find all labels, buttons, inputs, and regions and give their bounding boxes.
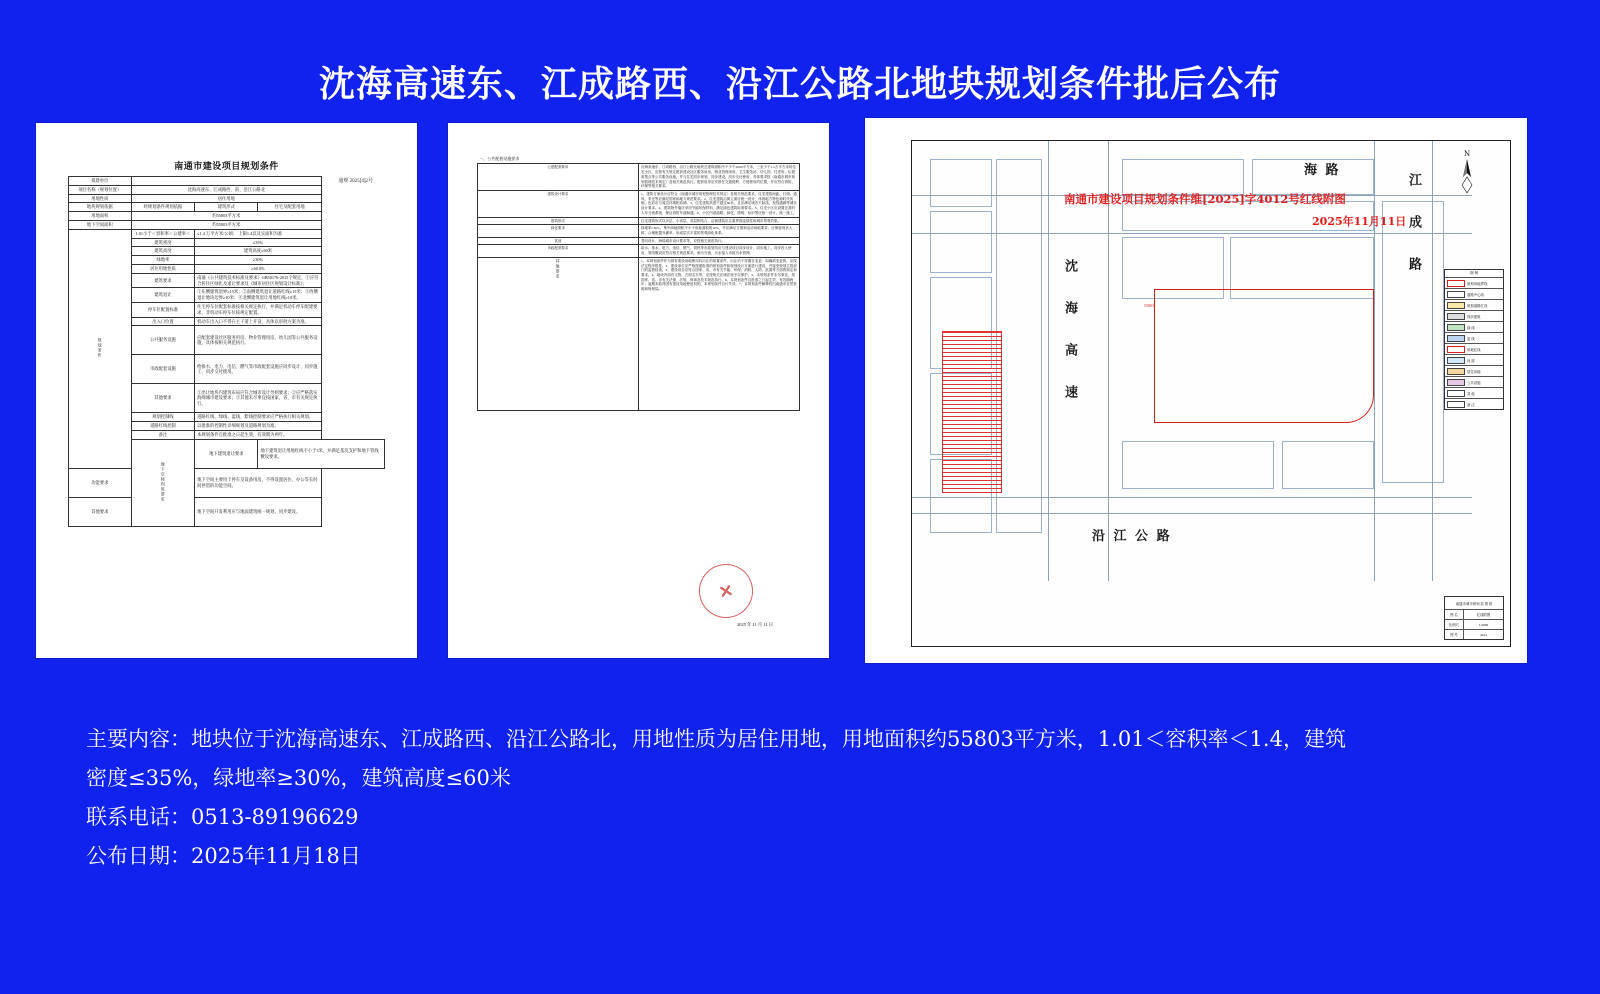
- section-label: 建筑要求: [131, 273, 194, 288]
- road-label-shenhai: 沈 海 高 速: [1062, 259, 1077, 405]
- section-text: 地下空间主要用于停车及设备用房，不得设置居住、办公等长时间停留的功能空间。: [195, 468, 322, 497]
- map-canvas: [912, 141, 1510, 646]
- map-block: [930, 159, 992, 207]
- row-value: 约55803平方米: [131, 212, 321, 221]
- titleblock-row: [1445, 630, 1503, 639]
- row-label: 地块规划依据: [68, 203, 131, 212]
- official-seal-icon: [694, 559, 758, 623]
- svg-text:N: N: [1463, 150, 1471, 158]
- map-block: [1282, 441, 1374, 489]
- document-supplementary-conditions[interactable]: [448, 123, 829, 658]
- section-label: 其他要求: [131, 384, 194, 413]
- doc2-heading: 一、公共配套设施要求: [479, 156, 520, 161]
- section-label: 建筑退让: [131, 288, 194, 303]
- map-line: [1374, 141, 1375, 581]
- legend-item: [1445, 355, 1503, 366]
- footer-line-3: 联系电话：0513-89196629: [86, 805, 359, 829]
- map-line: [912, 233, 1472, 234]
- footer-line-1: 主要内容：地块位于沈海高速东、江成路西、沿江公路北，用地性质为居住用地，用地面积约55803平方米，1.01＜容积率＜1.4，建筑: [86, 727, 1346, 751]
- section-text: 地下建筑退让用地红线不小于3米，并满足基坑支护和地下管线敷设要求。: [258, 439, 385, 468]
- titleblock-key: 比例尺: [1445, 620, 1464, 629]
- doc1-title: 南通市建设项目规划条件: [174, 161, 279, 171]
- table-row: [68, 212, 384, 221]
- section-text: 南通《公共建筑技术标准及要求》GB50176-2015个规定，①应符合居住区绿化及退让要求及《城市居住区规划设计标准》；: [195, 273, 322, 288]
- legend-item: [1445, 388, 1503, 399]
- legend-item: [1445, 289, 1503, 300]
- section-text: 以批准的控制性详细规划及道路规划为准。: [195, 422, 322, 431]
- legend-label: 绿 线: [1467, 325, 1475, 330]
- document-red-line-map[interactable]: [865, 118, 1527, 663]
- table-row: [68, 220, 384, 229]
- section-label: 停车位配置标准: [131, 302, 194, 317]
- row-value: ≥30%: [195, 256, 322, 265]
- legend-title: 图 例: [1445, 270, 1503, 278]
- map-block: [1122, 159, 1244, 195]
- block-text: 住宅建筑形式以多层、小高层、高层相结合，沿街建筑应注重界面连续性和城市景观效果。: [638, 217, 799, 225]
- legend-item: [1445, 344, 1503, 355]
- legend-item: [1445, 399, 1503, 409]
- titleblock-value: 1:2000: [1478, 622, 1489, 627]
- map-block: [996, 159, 1042, 533]
- row-value-2: 住宅及配套用地: [258, 203, 321, 212]
- legend-label: 现状建筑: [1467, 314, 1481, 319]
- map-stamp-date: 2025年11月11日: [1312, 215, 1407, 228]
- block-label: 建筑形式: [477, 217, 638, 225]
- row-label: 居住用地性质: [131, 264, 194, 273]
- table-row: [477, 164, 800, 191]
- section-text: 给排水、电力、电信、燃气等市政配套设施应同步设计、同步施工、同步交付使用。: [195, 355, 322, 384]
- block-label: 建筑设计要求: [477, 190, 638, 217]
- map-frame[interactable]: [911, 140, 1511, 647]
- block-label: 公建配套要求: [477, 164, 638, 191]
- section-text: 住宅停车位配套标准按相关规定执行，并满足机动车停车配建要求，非机动车停车位按规定配置。: [195, 302, 322, 317]
- section-label: 功能要求: [68, 468, 131, 497]
- titleblock-value: 红线附图: [1476, 613, 1491, 617]
- block-text: 1、建筑方案设计应符合《南通市城市规划管理技术规定》及相关规范要求，住宅建筑间距、日照、通风、采光等应满足国家和地方规范要求。2、住宅建筑沿街立面应统一设计，体现地方特色和时代风貌，色彩应与周边环境相协调。3、住宅建筑高度不超过60米，且应满足城市天际线、视线通廊等城市设计要求。4、建筑物外墙应采用节能环保材料，满足绿色建筑标准要求。5、住宅小区应设置完善的人车分流系统，保证消防车道畅通。6、小区内部道路、绿化、照明、标识等应统一设计、统一施工。: [638, 190, 799, 217]
- table-row: [477, 245, 800, 257]
- section-label: 出入口位置: [131, 317, 194, 326]
- footer-summary: [86, 720, 1506, 876]
- row-value: ≤35%: [195, 238, 322, 247]
- doc1-side-label-text: 规划条件: [97, 337, 103, 358]
- section-text: 道路红线、绿线、蓝线、紫线控制要求应严格执行相关规划。: [195, 413, 322, 422]
- row-label: 绿地率: [131, 256, 194, 265]
- legend-swatch: [1447, 335, 1465, 342]
- section-text: 本规划条件自批准之日起生效，有效期为两年。: [195, 430, 322, 439]
- row-value: ≥60.0%: [195, 264, 322, 273]
- parcel-red-line[interactable]: [1154, 289, 1374, 423]
- map-line: [912, 497, 1472, 498]
- row-value: 沈海高速东、江成路西、前、沿江公路北: [131, 185, 321, 194]
- legend-label: 道路中心线: [1467, 292, 1484, 297]
- titleblock-row: [1445, 610, 1503, 620]
- section-label: 备注: [131, 430, 194, 439]
- legend-swatch: [1447, 280, 1465, 287]
- parcel-note: 55803: [1144, 303, 1154, 308]
- legend-label: 用地红线: [1467, 347, 1481, 352]
- legend-item: [1445, 333, 1503, 344]
- section-text: 应配套建设社区服务用房、物业管理用房、幼儿园等公共服务设施，具体按相关规范执行。: [195, 326, 322, 355]
- map-title-block: [1444, 596, 1504, 640]
- doc2-side-label-text: 其他要求: [555, 258, 561, 279]
- road-label-jiangcheng: 江 成 路: [1406, 173, 1421, 277]
- row-label: 项目名称（规划位置）: [68, 185, 131, 194]
- row-label: 拟建单位: [68, 177, 131, 186]
- legend-swatch: [1447, 357, 1465, 364]
- table-row: [68, 177, 384, 186]
- legend-swatch: [1447, 379, 1465, 386]
- row-label: 用地性质: [68, 194, 131, 203]
- table-row: [477, 237, 800, 245]
- map-line: [1048, 141, 1049, 581]
- legend-item: [1445, 377, 1503, 388]
- row-label: 建筑密度: [131, 238, 194, 247]
- table-row: [477, 190, 800, 217]
- table-row: [68, 185, 384, 194]
- page-title: 沈海高速东、江成路西、沿江公路北地块规划条件批后公布: [318, 63, 1281, 105]
- block-text: 竖向设计、海绵城市设计要求等，应按相关规范执行。: [638, 237, 799, 245]
- legend-swatch: [1447, 291, 1465, 298]
- doc1-side-label-sub-text: 地下空间利用要求: [160, 461, 166, 502]
- doc1-code: 通规 2025[4]2号: [338, 179, 373, 184]
- road-label-hai: 海 路: [1304, 163, 1341, 178]
- legend-item: [1445, 278, 1503, 289]
- map-legend: [1444, 269, 1504, 410]
- section-label: 市政配套设施: [131, 355, 194, 384]
- row-label: 地下空间面积: [68, 220, 131, 229]
- titleblock-key: 图 号: [1445, 630, 1464, 639]
- titleblock-row: [1445, 620, 1503, 630]
- block-label: 市政配套要求: [477, 245, 638, 257]
- compass-icon: [1450, 147, 1484, 193]
- legend-item: [1445, 311, 1503, 322]
- map-stamp-title: 南通市建设项目规划条件维[2025]字4012号红线附图: [1064, 192, 1346, 206]
- legend-label: 备 注: [1467, 402, 1475, 407]
- doc2-date: 2025 年 11 月 11 日: [737, 622, 773, 627]
- table-row: [68, 497, 384, 526]
- doc2-inner: [470, 137, 807, 644]
- legend-label: 规划道路红线: [1467, 303, 1488, 308]
- table-row: [68, 194, 384, 203]
- section-text: 地下空间开发利用应与地面建筑统一规划、同步建设。: [195, 497, 322, 526]
- row-value: 经规划条件规划依据: [131, 203, 194, 212]
- legend-swatch: [1447, 401, 1465, 408]
- row-value: [131, 177, 321, 186]
- existing-buildings-block: [942, 331, 1002, 493]
- block-text: 绿地率≥30%，集中绿地面积不小于用地面积的10%，并应满足日照和活动场地要求；应保留现状大树，合理配置乔灌草，形成层次丰富的景观绿化体系。: [638, 225, 799, 237]
- legend-swatch: [1447, 302, 1465, 309]
- table-row: [68, 468, 384, 497]
- legend-swatch: [1447, 368, 1465, 375]
- legend-label: 河 道: [1467, 358, 1475, 363]
- block-text: 给水、排水、电力、电信、燃气、供热等市政管线应与建设项目同步设计、同步施工、同步投入使用，管线敷设应符合相关规范要求。雨污分流，污水接入市政污水管网。: [638, 245, 799, 257]
- block-text: 1、本规划条件作为国有建设用地使用权出让的前置条件，出让后不得擅自变更；如确需变更的，应按法定程序报批。2、建设单位应严格按照批准的规划条件和规划设计方案进行建设，并接受规划主管部门的监督检查。3、建设项目应符合国家、省、市有关节能、环保、消防、人防、抗震等方面的规定和要求。4、地块内如有文物、古树名木等，应按相关法律法规予以保护。5、本规划条件未尽事宜，按国家、省、市有关法律、法规、规章及技术规范执行。6、本规划条件自批准之日起生效，有效期两年；逾期未取得国有建设用地使用权的，本规划条件自行失效。7、本规划条件解释权归南通市自然资源和规划局。: [638, 257, 799, 410]
- titleblock-key: 图 名: [1445, 610, 1464, 619]
- row-value: ≤1.4 万平方米/公顷； 上限1.4以及实面积为准: [195, 229, 322, 238]
- map-line: [1108, 141, 1109, 581]
- row-value: 约55803平方米: [131, 220, 321, 229]
- doc1-form-table: [68, 176, 385, 527]
- doc1-inner: [54, 137, 399, 644]
- legend-label: 公共设施: [1467, 380, 1481, 385]
- row-label: 用地面积: [68, 212, 131, 221]
- legend-label: 居住用地: [1467, 369, 1481, 374]
- legend-swatch: [1447, 346, 1465, 353]
- row-value: 建筑高度≤60米: [195, 247, 322, 256]
- legend-swatch: [1447, 390, 1465, 397]
- doc1-side-label: [68, 229, 131, 468]
- footer-line-4: 公布日期：2025年11月18日: [86, 844, 361, 868]
- block-label: 其他: [477, 237, 638, 245]
- doc1-side-label-sub: [131, 439, 194, 526]
- legend-swatch: [1447, 313, 1465, 320]
- table-row: [477, 257, 800, 410]
- map-block: [930, 211, 992, 273]
- section-text: ①出让地块内建筑布局应符合城市设计导则要求；②应严格落实海绵城市建设要求；③其他未尽事宜按国家、省、市有关规定执行。: [195, 384, 322, 413]
- doc2-side-label: [477, 257, 638, 410]
- document-planning-conditions[interactable]: [36, 123, 417, 658]
- doc2-form-table: [477, 155, 801, 411]
- legend-item: [1445, 366, 1503, 377]
- legend-label: 蓝 线: [1467, 336, 1475, 341]
- section-text: ①东侧建筑退界≥15米；②南侧建筑退让道路红线≥15米；③西侧退让地块边界≥10米；④北侧建筑退让用地红线≥10米。: [195, 288, 322, 303]
- section-label: 其他要求: [68, 497, 131, 526]
- titleblock-value: 4012: [1480, 632, 1487, 637]
- legend-label: 规划用地界线: [1467, 281, 1488, 286]
- table-row: [477, 225, 800, 237]
- table-row: [477, 217, 800, 225]
- block-label: 绿化要求: [477, 225, 638, 237]
- road-label-yanjiang: 沿 江 公 路: [1092, 529, 1172, 544]
- row-label: 1.01小于＜容积率＜公建率＜: [131, 229, 194, 238]
- block-text: 沈海高速东、江成路西、沿江公路北地块总建筑面积中不少于2000平方米，三室少于1.5万平方米的住宅小区，应按有关规定配套建设社区服务用房、物业管理用房、卫生服务站、幼儿园、托老所、垃圾收集点等公共服务设施，并与住宅同步规划、同步建设、同步交付使用，具体要求按《南通市城市规划管理技术规定》及相关规范执行。配套用房应安排在交通便利、方便使用的位置，并应符合消防、环保等相关要求。: [638, 164, 799, 191]
- section-label: 地下建筑退让要求: [195, 439, 258, 468]
- map-line: [1432, 141, 1433, 581]
- table-row: [477, 155, 800, 164]
- map-block: [1122, 441, 1274, 489]
- footer-line-2: 密度≤35%，绿地率≥30%，建筑高度≤60米: [86, 766, 511, 790]
- section-text: 机动车出入口不得在主干道上开设，具体以审批方案为准。: [195, 317, 322, 326]
- section-label: 公共服务设施: [131, 326, 194, 355]
- legend-label: 其 他: [1467, 391, 1475, 396]
- legend-item: [1445, 300, 1503, 311]
- section-label: 道路红线控制: [131, 422, 194, 431]
- row-value: 居住用地: [131, 194, 321, 203]
- table-row: [68, 229, 384, 238]
- row-label: 建筑高度: [131, 247, 194, 256]
- row-label-2: 建筑形式: [195, 203, 258, 212]
- section-label: 规划控制线: [131, 413, 194, 422]
- titleblock-title: 南通市城市规划 局 图 纸: [1455, 601, 1493, 606]
- table-row: [68, 203, 384, 212]
- legend-item: [1445, 322, 1503, 333]
- legend-swatch: [1447, 324, 1465, 331]
- map-line: [912, 513, 1472, 514]
